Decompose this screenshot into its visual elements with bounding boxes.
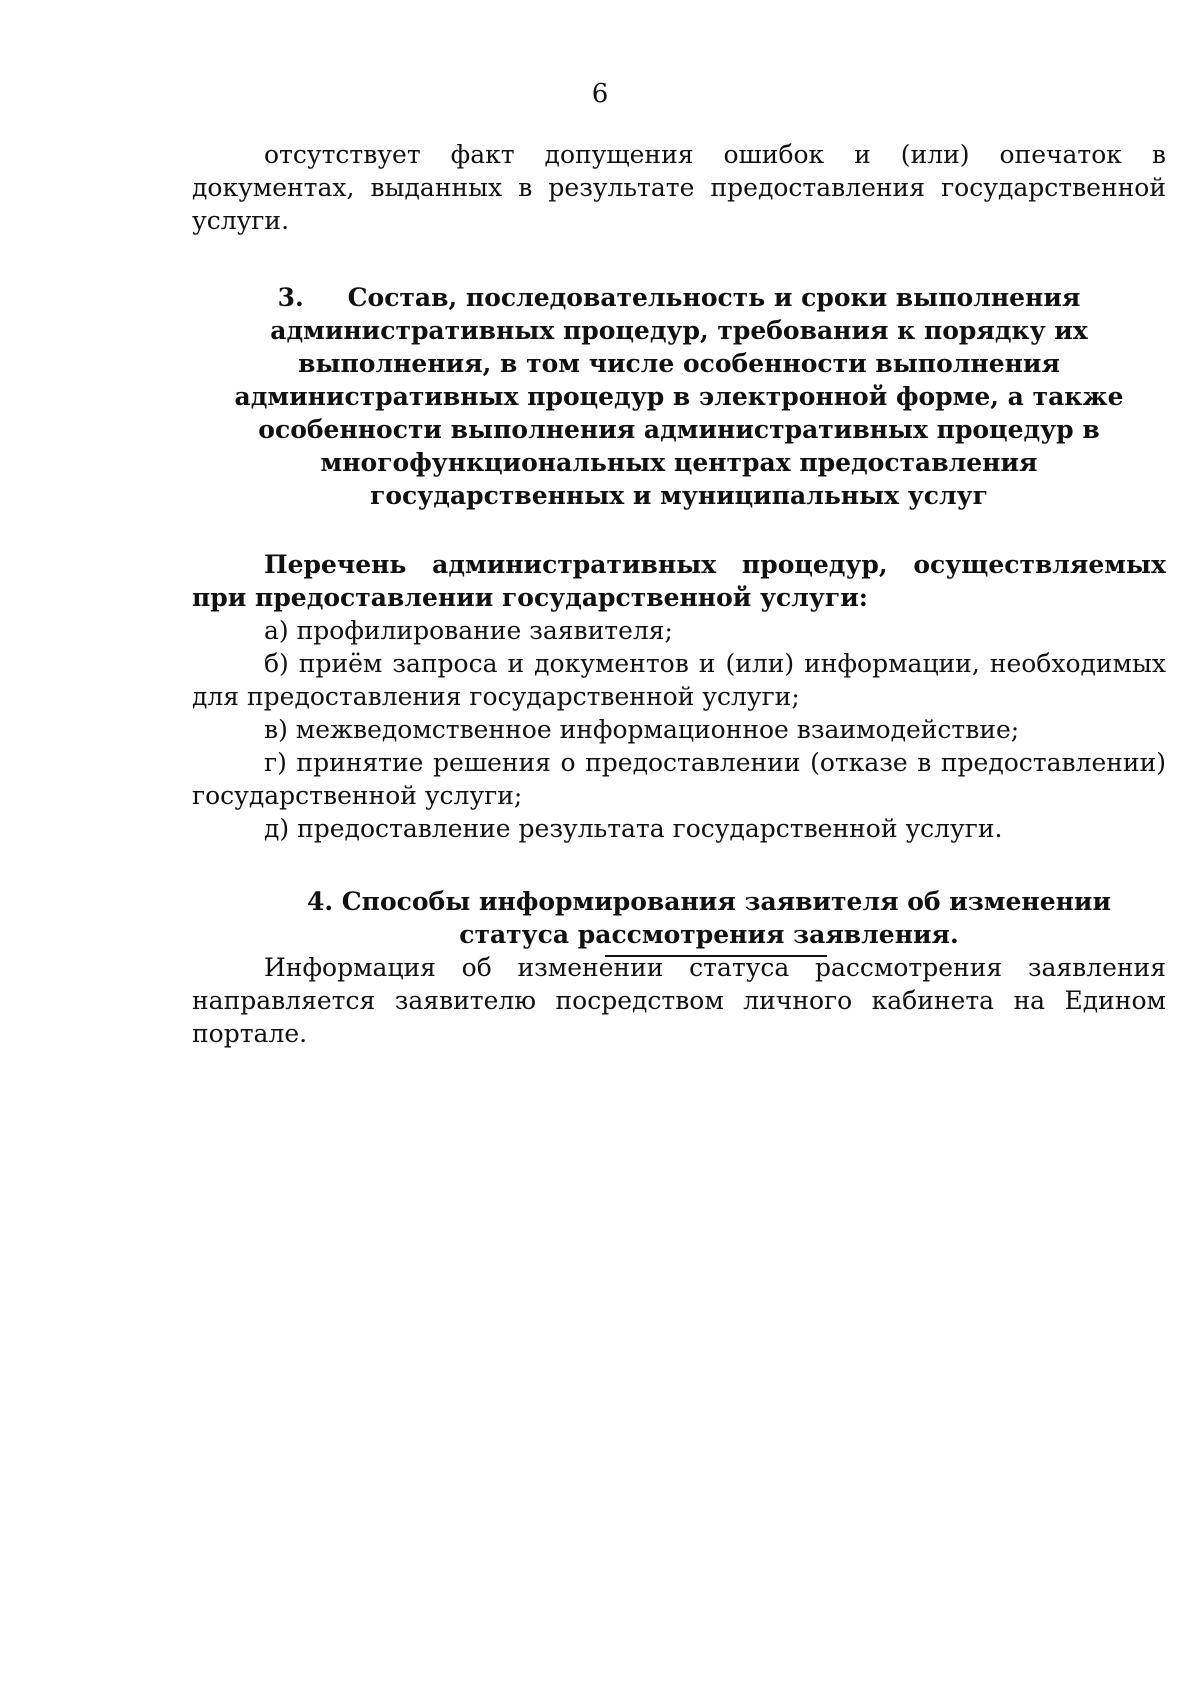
list-item: г) принятие решения о предоставлении (отказе в предоставлении) государственной услуги; xyxy=(192,748,1166,810)
end-divider xyxy=(605,955,827,957)
section-4-heading: 4. Способы информирования заявителя об изменении статуса рассмотрения заявления. xyxy=(306,887,1112,949)
list-item: б) приём запроса и документов и (или) информации, необходимых для предоставления государственной услуги; xyxy=(192,649,1166,711)
list-item: в) межведомственное информационное взаимодействие; xyxy=(264,715,1020,744)
continuation-paragraph: отсутствует факт допущения ошибок и (или) опечаток в документах, выданных в результате предоставления государственной услуги. xyxy=(192,140,1166,235)
section-3-number: 3. xyxy=(277,283,304,312)
section-4-paragraph: Информация об изменении статуса рассмотрения заявления направляется заявителю посредством личного кабинета на Едином портале. xyxy=(192,953,1166,1048)
page-number: 6 xyxy=(591,79,609,109)
list-item: а) профилирование заявителя; xyxy=(264,616,673,645)
procedures-list-intro: Перечень административных процедур, осуществляемых при предоставлении государственной услуги: xyxy=(192,550,1166,612)
document-body xyxy=(192,138,1166,1050)
list-item: д) предоставление результата государственной услуги. xyxy=(264,814,1003,843)
section-3-heading xyxy=(192,281,1166,512)
section-3-title: Состав, последовательность и сроки выполнения административных процедур, требования к порядку их выполнения, в том числе особенности выполнения административных процедур в электронной форме, а также особенности выполнения административных процедур в многофункциональных центрах предоставления государственных и муниципальных услуг xyxy=(234,283,1124,510)
